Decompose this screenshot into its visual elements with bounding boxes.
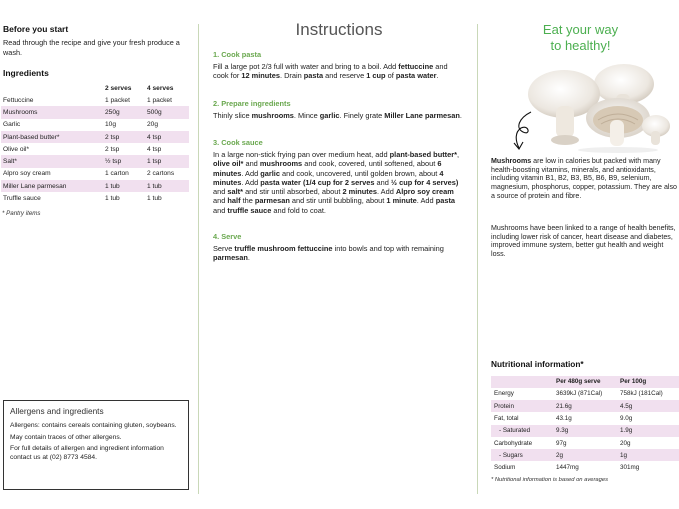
nutrient-per-100g: 20g [620,439,631,447]
step-text-segment: and [243,159,260,169]
step-text-bold: fettuccine [398,62,434,71]
ingredient-row [1,155,189,167]
allergens-box [3,400,189,490]
step-text-bold: Alpro soy cream [395,187,454,197]
mushroom-benefits: Mushrooms have been linked to a range of health benefits, including lower risk of cancer, heart disease and diabetes, improved immune system, better gut health and weight loss. [491,224,676,259]
pantry-items-note: * Pantry items [2,210,41,217]
nutrient-per-serve: 3639kJ (871Cal) [556,390,603,398]
nutrient-per-serve: 21.6g [553,400,617,412]
step-text-bold: 1 minute [386,196,417,206]
mushroom-description [491,157,679,201]
step-text-bold: parmesan [254,196,290,206]
ingredient-name: Fettuccine [3,96,34,104]
ingredient-name: Plant-based butter* [1,131,103,143]
allergens-title: Allergens and ingredients [10,406,104,416]
step-text-segment: and [213,205,228,215]
ingredient-qty-2-serves: 2 tsp [103,131,145,143]
ingredient-qty-4-serves: 4 tsp [145,131,189,143]
step-text-bold: 6 minutes [213,159,442,178]
nutrient-per-serve: 9.3g [553,425,617,437]
step-text-bold: plant-based butter* [389,150,457,159]
step-text-segment: and cook, covered, until softened, about [302,159,438,169]
step-text [213,150,465,215]
column-divider [477,24,478,494]
mushroom-description-bold: Mushrooms [491,157,532,165]
nutrition-row [491,388,679,400]
step-text-segment: . [436,71,439,81]
nutrition-table-body [491,388,679,474]
ingredient-name: Truffle sauce [3,195,41,203]
ingredient-row [1,143,189,155]
nutrient-label: - Sugars [491,449,553,461]
curly-arrow-icon [511,110,537,152]
step-text-segment: Thinly slice [213,111,252,120]
ingredients-header-4-serves: 4 serves [145,82,189,94]
step-text-bold: pasta [303,71,324,81]
mushroom-description-text: are low in calories but packed with many health-boosting vitamins, minerals, and antioxidants, including vitamin B1, B2, B3, B5, B6, B9, selenium, magnesium, phosphorus, copper, potassium. They are also a source of protein and fibre. [491,157,677,200]
nutrition-row [491,425,679,437]
step-cook-pasta [213,50,465,81]
column-right [482,0,679,509]
step-text-bold: garlic [260,168,280,178]
nutrition-header-serve: Per 480g serve [553,376,617,388]
ingredient-qty-2-serves: 2 tsp [105,145,120,153]
nutrient-per-100g: 1.9g [617,425,679,437]
step-text-segment: and stir until bubbling, about [289,196,387,206]
step-text-segment: . Drain [279,71,304,81]
nutrition-row [491,412,679,424]
step-text-bold: 2 minutes [342,187,377,197]
ingredient-row [1,131,189,143]
allergens-line: Allergens: contains cereals containing gluten, soybeans. [10,422,177,429]
ingredients-table [1,82,189,205]
step-serve [213,232,465,263]
step-title: 2. Prepare ingredients [213,99,291,108]
ingredient-qty-2-serves: 1 tub [103,180,145,192]
step-title: 3. Cook sauce [213,138,263,147]
ingredient-qty-2-serves: 250g [103,106,145,118]
ingredient-row [1,180,189,192]
step-text-bold: truffle mushroom fettuccine [234,244,333,253]
step-text-bold: truffle sauce [227,205,272,215]
ingredients-header-name [1,82,103,94]
step-text-bold: pasta [435,196,456,206]
ingredient-row [1,192,189,204]
ingredient-qty-4-serves: 20g [147,121,159,129]
ingredient-qty-4-serves: 1 tub [147,195,162,203]
step-text [213,244,465,263]
ingredients-header-row [1,82,189,94]
step-text [213,111,465,120]
healthy-title-line1: Eat your way [542,22,619,37]
step-text-bold: garlic [319,111,340,120]
nutrition-note: * Nutritional information is based on averages [491,477,608,483]
nutrient-per-serve: 43.1g [556,414,572,422]
step-text-segment: and fold to coat. [271,205,326,215]
ingredient-name: Alpro soy cream [3,170,51,178]
step-text-bold: pasta water (1/4 cup for 2 serves [260,177,375,187]
step-text-segment: into bowls and top with remaining [332,244,444,253]
nutrition-title: Nutritional information* [491,359,584,369]
ingredient-qty-4-serves: 500g [145,106,189,118]
step-text-bold: salt* [227,187,244,197]
nutrition-row [491,449,679,461]
step-title: 1. Cook pasta [213,50,262,59]
ingredient-qty-2-serves: 1 packet [105,96,130,104]
ingredient-qty-4-serves: 2 cartons [147,170,175,178]
nutrient-per-serve: 1447mg [556,464,579,472]
step-text-bold: mushrooms [259,159,303,169]
ingredient-name: Salt* [1,155,103,167]
step-text-segment: In a large non-stick frying pan over medium heat, add [213,150,390,159]
step-text-segment: . Add [416,196,436,206]
ingredient-row [1,119,189,131]
step-cook-sauce [213,138,465,215]
nutrition-row [491,400,679,412]
nutrient-label: Sodium [494,464,516,472]
ingredient-name: Miller Lane parmesan [1,180,103,192]
step-text-segment: and [213,196,228,206]
step-text-bold: parmesan [213,253,248,263]
ingredients-table-body [1,94,189,205]
step-text-segment: . [247,253,250,263]
nutrition-row [491,461,679,473]
nutrient-label: Protein [491,400,553,412]
step-text-segment: and stir until absorbed, about [243,187,343,197]
step-text-bold: mushrooms [251,111,294,120]
allergens-line: For full details of allergen and ingredient information contact us at (02) 8773 4584. [10,445,164,461]
ingredient-name: Mushrooms [1,106,103,118]
ingredient-qty-2-serves: 1 tub [105,195,120,203]
step-text-bold: half [227,196,241,206]
step-text-segment: and [213,187,228,197]
step-text-segment: of [385,71,396,81]
nutrient-per-100g: 9.0g [620,414,633,422]
ingredient-row [1,94,189,106]
nutrient-per-100g: 301mg [620,464,640,472]
step-text-bold: pasta water [395,71,437,81]
step-text-segment: the [240,196,255,206]
nutrition-header-row [491,376,679,388]
ingredient-qty-2-serves: 10g [105,121,117,129]
healthy-title-line2: to healthy! [550,38,611,53]
ingredient-qty-2-serves: ½ tsp [103,155,145,167]
ingredient-name: Olive oil* [3,145,30,153]
ingredients-header-2-serves: 2 serves [103,82,145,94]
step-title: 4. Serve [213,232,242,241]
step-text-bold: 4 minutes [213,168,444,187]
ingredient-qty-4-serves: 1 tub [145,180,189,192]
ingredient-qty-4-serves: 4 tsp [147,145,162,153]
nutrient-label: - Saturated [491,425,553,437]
before-start-title: Before you start [3,24,69,34]
step-text-segment: and cook for [213,62,448,81]
step-text-segment: . Add [241,177,261,187]
nutrition-table [491,376,679,474]
step-text-bold: 12 minutes [241,71,280,81]
nutrient-per-100g: 1g [617,449,679,461]
nutrient-per-100g: 4.5g [617,400,679,412]
nutrient-label: Carbohydrate [494,439,533,447]
column-left [0,0,196,509]
allergens-line: May contain traces of other allergens. [10,433,122,441]
nutrient-per-serve: 97g [556,439,567,447]
column-divider [198,24,199,494]
nutrient-label: Fat, total [494,414,519,422]
column-instructions [204,0,474,509]
ingredient-qty-2-serves: 1 carton [105,170,129,178]
step-text-segment: , [457,150,460,159]
step-text-bold: Miller Lane parmesan [384,111,460,120]
step-text-segment: Fill a large pot 2/3 full with water and bring to a boil. Add [213,62,399,71]
step-text-segment: and reserve [323,71,367,81]
step-text-segment: Serve [213,244,235,253]
nutrient-label: Energy [494,390,514,398]
ingredient-row [1,106,189,118]
step-text-bold: 1 cup [366,71,386,81]
ingredients-title: Ingredients [3,68,49,78]
nutrition-header-label [491,376,553,388]
step-prepare-ingredients [213,99,465,120]
nutrient-per-serve: 2g [553,449,617,461]
step-text-segment: . [459,111,462,120]
healthy-title [482,22,679,54]
step-text-bold: olive oil* [213,159,244,169]
step-text [213,62,465,81]
ingredient-qty-4-serves: 1 packet [147,96,172,104]
ingredient-qty-4-serves: 1 tsp [145,155,189,167]
step-text-segment: . Mince [293,111,320,120]
ingredient-name: Garlic [3,121,21,129]
instructions-title: Instructions [295,20,383,39]
step-text-segment: . Add [376,187,396,197]
nutrient-per-100g: 758kJ (181Cal) [620,390,663,398]
before-start-text: Read through the recipe and give your fresh produce a wash. [3,38,180,57]
step-text-segment: and cook, uncovered, until golden brown, about [279,168,440,178]
step-text-segment: and [374,177,391,187]
step-text-segment: . Finely grate [339,111,385,120]
nutrition-header-100g: Per 100g [617,376,679,388]
step-text-bold: ½ cup for 4 serves) [390,177,459,187]
step-text-segment: . Add [241,168,261,178]
ingredient-row [1,168,189,180]
nutrition-row [491,437,679,449]
